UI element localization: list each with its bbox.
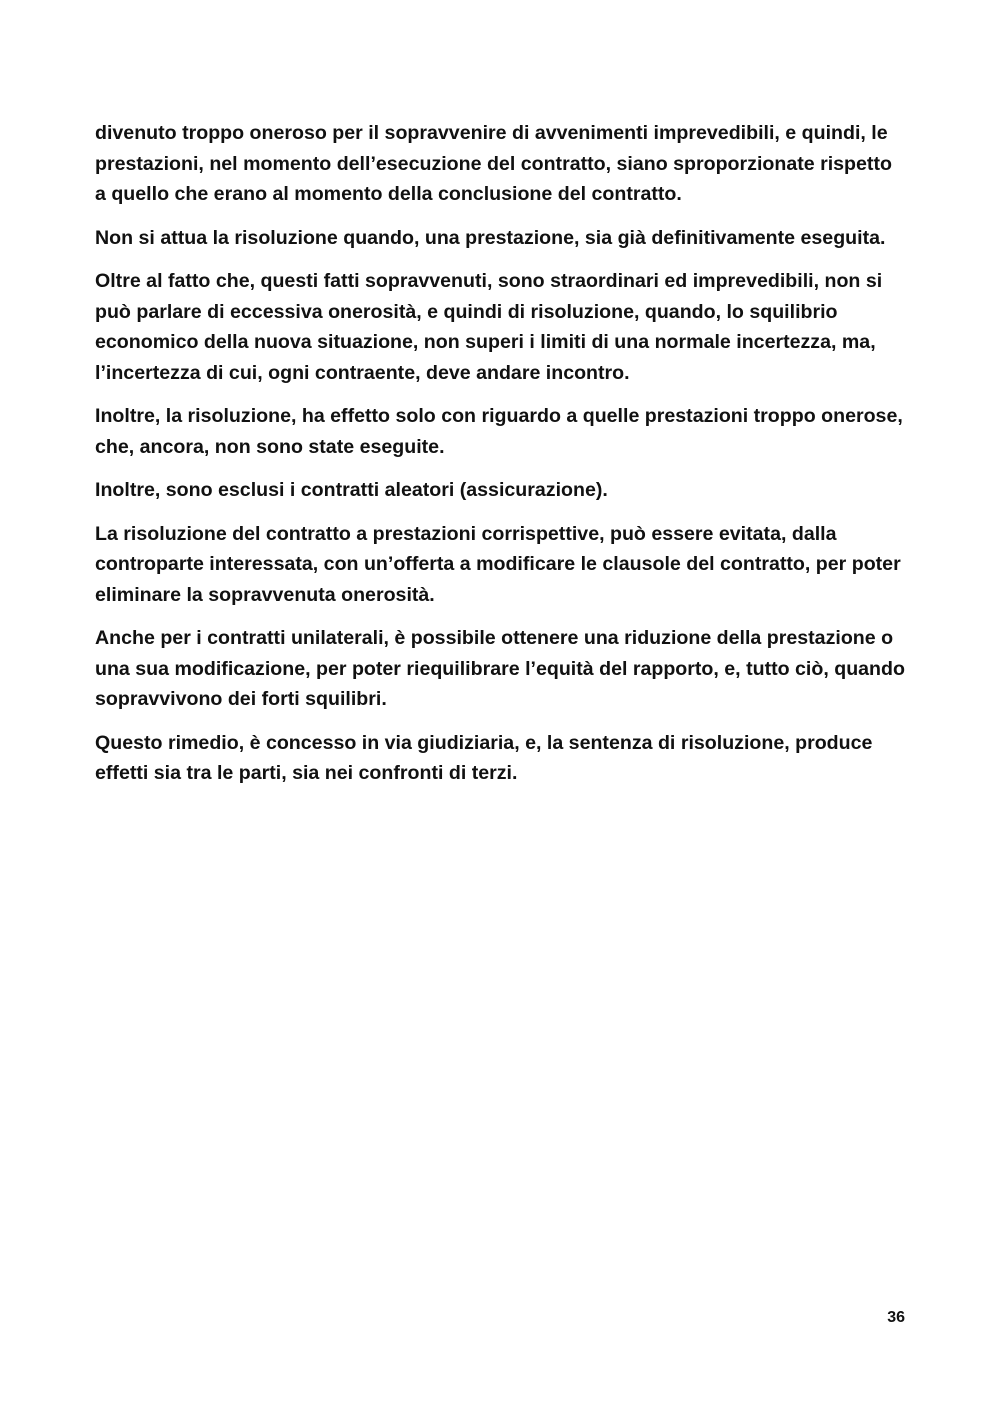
paragraph: Anche per i contratti unilaterali, è possibile ottenere una riduzione della prestazione o una sua modificazione, per poter riequilibrare l’equità del rapporto, e, tutto ciò, quando sopravvivono dei forti squilibri. [95,627,905,710]
paragraph: Oltre al fatto che, questi fatti sopravvenuti, sono straordinari ed imprevedibili, non si può parlare di eccessiva onerosità, e quindi di risoluzione, quando, lo squilibrio economico della nuova situazione, non superi i limiti di una normale incertezza, ma, l’incertezza di cui, ogni contraente, deve andare incontro. [95,270,883,384]
paragraph: divenuto troppo oneroso per il sopravvenire di avvenimenti imprevedibili, e quindi, le prestazioni, nel momento dell’esecuzione del contratto, siano sproporzionate rispetto a quello che erano al momento della conclusione del contratto. [95,122,892,205]
page-body [95,118,907,802]
paragraph: Non si attua la risoluzione quando, una prestazione, sia già definitivamente eseguita. [95,226,886,249]
paragraph: Inoltre, sono esclusi i contratti aleatori (assicurazione). [95,479,608,501]
page-number: 36 [887,1309,905,1326]
paragraph: La risoluzione del contratto a prestazioni corrispettive, può essere evitata, dalla controparte interessata, con un’offerta a modificare le clausole del contratto, per poter eliminare la sopravvenuta onerosità. [95,522,901,606]
paragraph: Inoltre, la risoluzione, ha effetto solo con riguardo a quelle prestazioni troppo onerose, che, ancora, non sono state eseguite. [95,405,903,458]
paragraph: Questo rimedio, è concesso in via giudiziaria, e, la sentenza di risoluzione, produce effetti sia tra le parti, sia nei confronti di terzi. [95,731,873,784]
